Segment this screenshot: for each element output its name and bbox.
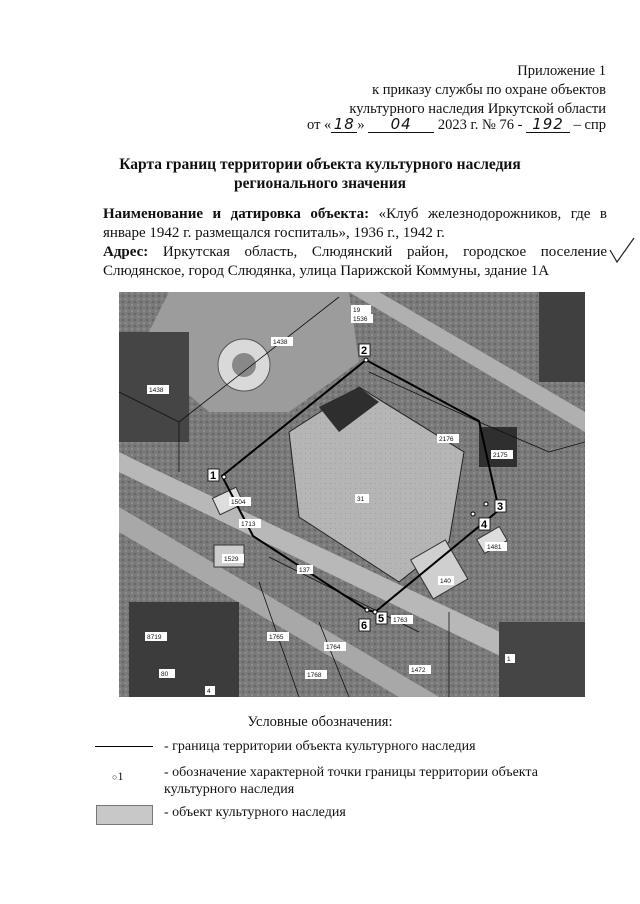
- parcel-label: [409, 665, 431, 674]
- aerial-map: [119, 292, 585, 697]
- legend-point-symbol: ○1: [112, 769, 124, 783]
- object-address-label: Адрес:: [103, 244, 149, 260]
- legend-item-boundary: - граница территории объекта культурного наследия: [164, 739, 476, 754]
- parcel-label: [147, 385, 169, 394]
- svg-text:1713: 1713: [241, 521, 256, 528]
- date-mid: »: [357, 117, 365, 133]
- parcel-label: [505, 654, 515, 663]
- order-line-3: культурного наследия Иркутской области: [349, 101, 606, 117]
- appendix-label: Приложение 1: [517, 63, 606, 79]
- parcel-label: [485, 542, 507, 551]
- parcel-label: [205, 686, 215, 695]
- point-5-label: 5: [378, 613, 385, 625]
- point-1-label: 1: [210, 470, 217, 482]
- parcel-label: [351, 322, 373, 331]
- doc-title-line2: регионального значения: [233, 175, 407, 192]
- order-date-line: [307, 116, 606, 135]
- svg-text:1763: 1763: [393, 617, 408, 624]
- tree-area-southwest: [129, 602, 239, 697]
- parcel-label: [267, 632, 289, 641]
- parcel-label: [391, 615, 413, 624]
- svg-text:2175: 2175: [493, 452, 508, 459]
- svg-text:1438: 1438: [273, 339, 288, 346]
- object-address: [103, 243, 607, 281]
- date-year-text: 2023 г. № 76 -: [437, 117, 523, 133]
- svg-text:80: 80: [161, 671, 169, 678]
- point-6-label: 6: [361, 620, 368, 632]
- parcel-label: [491, 450, 513, 459]
- svg-text:1: 1: [507, 656, 511, 663]
- legend-item-point: - обозначение характерной точки границы территории объекта культурного наследия: [164, 765, 538, 797]
- parcel-label: [437, 434, 459, 443]
- legend-boundary-line-icon: [95, 746, 153, 747]
- parcel-label: [159, 669, 175, 678]
- svg-text:1472: 1472: [411, 667, 426, 674]
- check-mark-icon: [608, 236, 636, 266]
- parcel-label: [297, 565, 313, 574]
- object-name-label: Наименование и датировка объекта:: [103, 206, 370, 222]
- parcel-label: [438, 576, 454, 585]
- parcel-label: [305, 670, 327, 679]
- parcel-label: [355, 494, 369, 503]
- legend-item-heritage: - объект культурного наследия: [164, 805, 346, 820]
- date-day: 18: [331, 117, 357, 133]
- svg-text:4: 4: [207, 688, 211, 695]
- legend-point-label: 1: [117, 769, 124, 783]
- doc-title-line1: Карта границ территории объекта культурного наследия: [119, 156, 521, 173]
- svg-text:140: 140: [440, 578, 451, 585]
- parcel-label: [271, 337, 293, 346]
- svg-text:31: 31: [357, 496, 365, 503]
- order-suffix: – спр: [573, 117, 606, 133]
- legend-title: Условные обозначения:: [247, 714, 393, 730]
- svg-text:1504: 1504: [231, 499, 246, 506]
- parcel-label: [267, 612, 289, 621]
- point-4-label: 4: [481, 519, 488, 531]
- svg-text:8719: 8719: [147, 634, 162, 641]
- parcel-label: [145, 632, 167, 641]
- object-name-value: «Клуб железнодорожников, где в январе 1942 г. размещался госпиталь», 1936 г., 1942 г.: [103, 206, 607, 241]
- parcel-label: [222, 554, 244, 563]
- svg-text:1438: 1438: [149, 387, 164, 394]
- parcel-label: [239, 519, 261, 528]
- parcel-label: [324, 642, 346, 651]
- parcel-label: [351, 314, 373, 323]
- svg-text:2176: 2176: [439, 436, 454, 443]
- date-month: 04: [368, 117, 434, 133]
- svg-text:1529: 1529: [224, 556, 239, 563]
- svg-text:1765: 1765: [269, 634, 284, 641]
- parcel-label: [229, 497, 251, 506]
- order-number: 192: [526, 117, 570, 133]
- tree-area-northeast: [539, 292, 585, 382]
- date-prefix: от «: [307, 117, 332, 133]
- point-3-label: 3: [497, 501, 504, 513]
- svg-text:137: 137: [299, 567, 310, 574]
- object-address-value: Иркутская область, Слюдянский район, городское поселение Слюдянское, город Слюдянка, улица Парижской Коммуны, здание 1А: [103, 244, 608, 279]
- order-line-2: к приказу службы по охране объектов: [372, 82, 606, 98]
- parcel-label: [351, 305, 371, 314]
- svg-text:19: 19: [353, 307, 361, 314]
- object-name: [103, 205, 607, 243]
- legend-heritage-box-icon: [96, 805, 153, 825]
- svg-text:1764: 1764: [326, 644, 341, 651]
- svg-text:1768: 1768: [307, 672, 322, 679]
- svg-text:1536: 1536: [353, 316, 368, 323]
- svg-text:1481: 1481: [487, 544, 502, 551]
- point-2-label: 2: [361, 345, 368, 357]
